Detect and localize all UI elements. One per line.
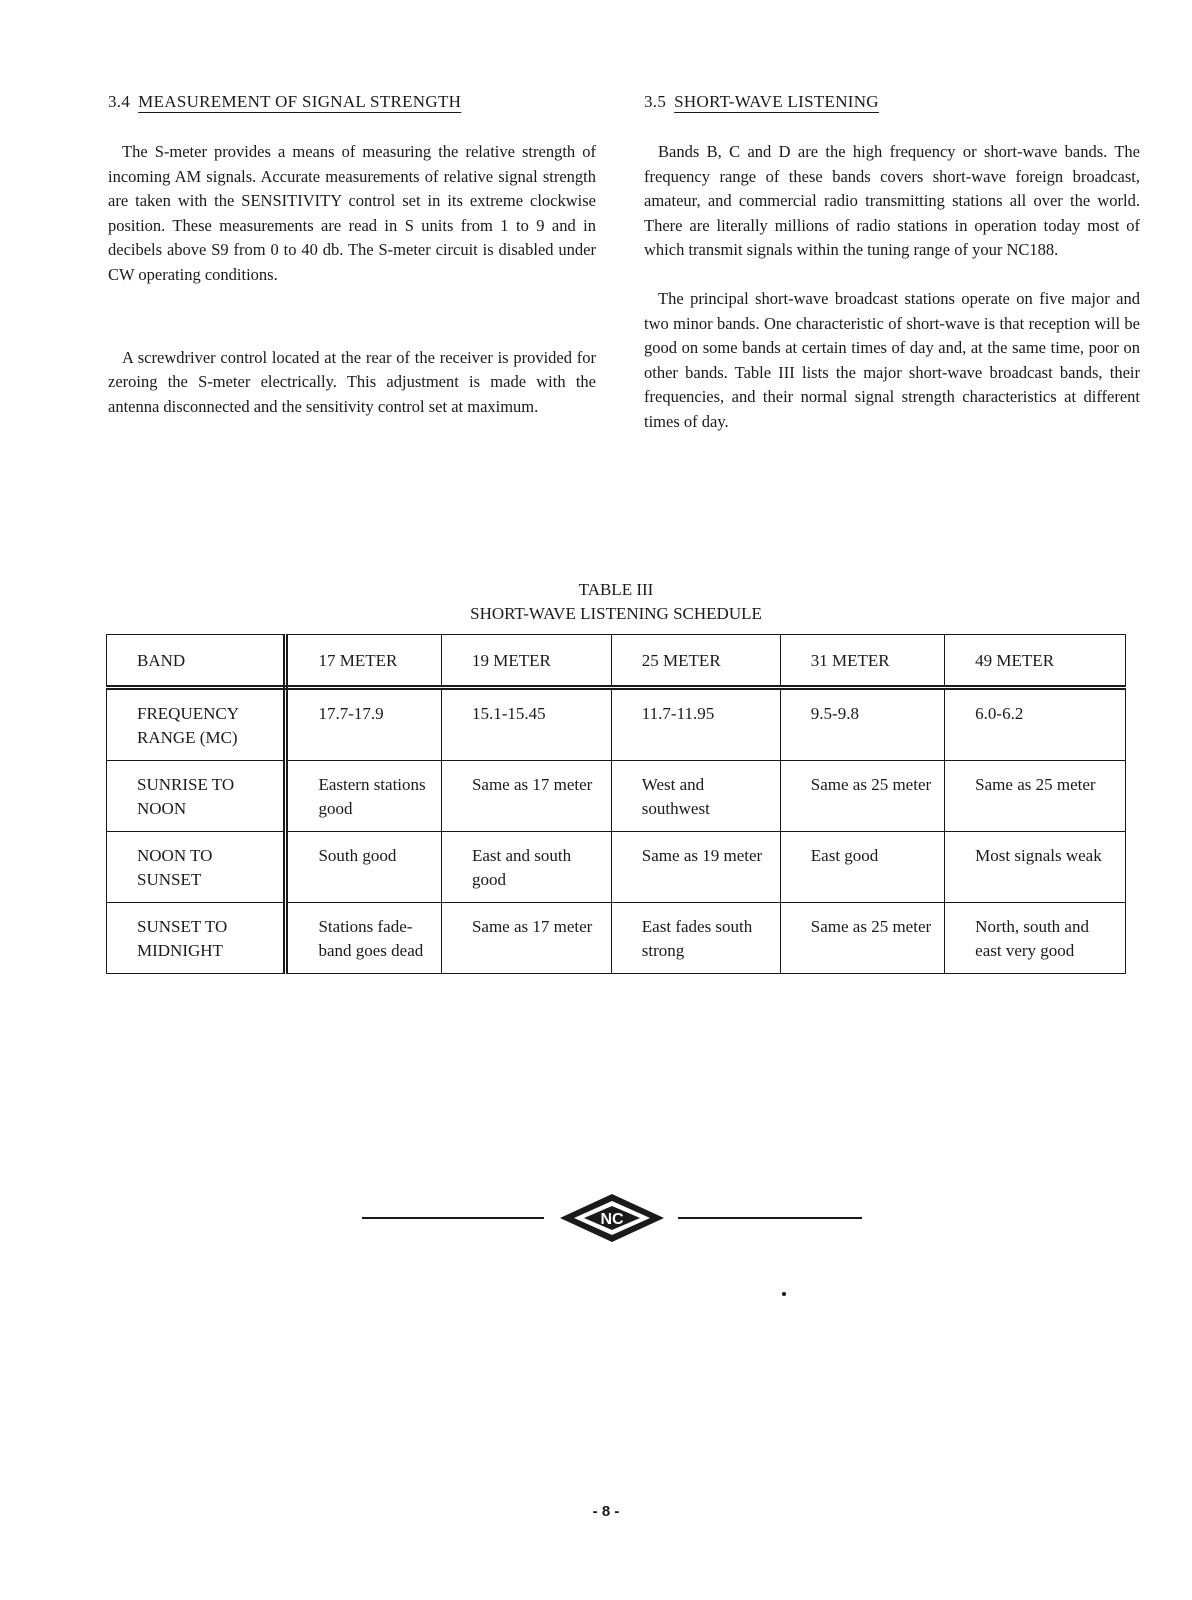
header-cell: 17 METER	[286, 635, 441, 688]
table-cell: Eastern stations good	[286, 761, 441, 832]
footer-logo-divider	[362, 1193, 862, 1243]
header-cell: 19 METER	[441, 635, 611, 688]
table-cell: 6.0-6.2	[945, 688, 1126, 761]
table-cell: 11.7-11.95	[611, 688, 780, 761]
header-cell: 49 METER	[945, 635, 1126, 688]
table-cell: 15.1-15.45	[441, 688, 611, 761]
page-number: - 8 -	[592, 1503, 620, 1520]
divider-line-left	[362, 1217, 544, 1219]
row-label-cell: NOON TO SUNSET	[107, 832, 286, 903]
table-number: TABLE III	[578, 580, 654, 599]
table-cell: Stations fade-band goes dead	[286, 903, 441, 974]
section-number: 3.4	[108, 92, 131, 111]
header-cell: 25 METER	[611, 635, 780, 688]
row-label-cell: FREQUENCY RANGE (MC)	[107, 688, 286, 761]
table-cell: Same as 17 meter	[441, 903, 611, 974]
listening-schedule-table	[106, 634, 1126, 974]
row-label-cell: SUNRISE TO NOON	[107, 761, 286, 832]
section-heading-3-4	[108, 92, 596, 112]
logo-text: NC	[600, 1211, 624, 1228]
table-cell: Same as 25 meter	[780, 903, 944, 974]
table-row	[107, 761, 1126, 832]
short-wave-paragraph-1: Bands B, C and D are the high frequency or short-wave bands. The frequency range of these bands covers short-wave foreign broadcast, amateur, and commercial radio transmitting stations all over the world. There are literally millions of radio stations in operation today most of which transmit signals within the tuning range of your NC188.	[644, 142, 1140, 260]
row-label-cell: SUNSET TO MIDNIGHT	[107, 903, 286, 974]
table-cell: 17.7-17.9	[286, 688, 441, 761]
table-header-row	[107, 635, 1126, 688]
table-title: SHORT-WAVE LISTENING SCHEDULE	[470, 604, 762, 623]
header-cell: BAND	[107, 635, 286, 688]
table-cell: East fades south strong	[611, 903, 780, 974]
table-cell: West and southwest	[611, 761, 780, 832]
table-cell: North, south and east very good	[945, 903, 1126, 974]
table-row	[107, 832, 1126, 903]
divider-line-right	[678, 1217, 862, 1219]
table-caption	[0, 578, 1192, 626]
nc-logo-icon	[557, 1193, 667, 1243]
table-row	[107, 688, 1126, 761]
section-number: 3.5	[644, 92, 667, 111]
signal-strength-paragraph-1: The S-meter provides a means of measuring the relative strength of incoming AM signals. Accurate measurements of relative signal strength are taken with the SENSITIVITY control set in its extreme clockwise position. These measurements are read in S units from 1 to 9 and in decibels above S9 from 0 to 40 db. The S-meter circuit is disabled under CW operating conditions.	[108, 142, 596, 284]
header-cell: 31 METER	[780, 635, 944, 688]
table-cell: Most signals weak	[945, 832, 1126, 903]
section-heading-3-5	[644, 92, 1140, 112]
table-cell: Same as 25 meter	[945, 761, 1126, 832]
stray-dot	[782, 1292, 786, 1296]
right-column	[644, 92, 1140, 435]
table-cell: East and south good	[441, 832, 611, 903]
table-cell: 9.5-9.8	[780, 688, 944, 761]
short-wave-paragraph-2: The principal short-wave broadcast stations operate on five major and two minor bands. One characteristic of short-wave is that reception will be good on some bands at certain times of day and, at the same time, poor on other bands. Table III lists the major short-wave broadcast bands, their frequencies, and their normal signal strength characteristics at different times of day.	[644, 288, 1140, 431]
section-title: MEASUREMENT OF SIGNAL STRENGTH	[138, 92, 462, 111]
table-cell: South good	[286, 832, 441, 903]
table-row	[107, 903, 1126, 974]
left-column	[108, 92, 596, 419]
table-cell: East good	[780, 832, 944, 903]
section-title: SHORT-WAVE LISTENING	[674, 92, 879, 111]
table-cell: Same as 19 meter	[611, 832, 780, 903]
table-cell: Same as 25 meter	[780, 761, 944, 832]
table-cell: Same as 17 meter	[441, 761, 611, 832]
signal-strength-paragraph-2: A screwdriver control located at the rear of the receiver is provided for zeroing the S-meter electrically. This adjustment is made with the antenna disconnected and the sensitivity control set at maximum.	[108, 347, 596, 416]
